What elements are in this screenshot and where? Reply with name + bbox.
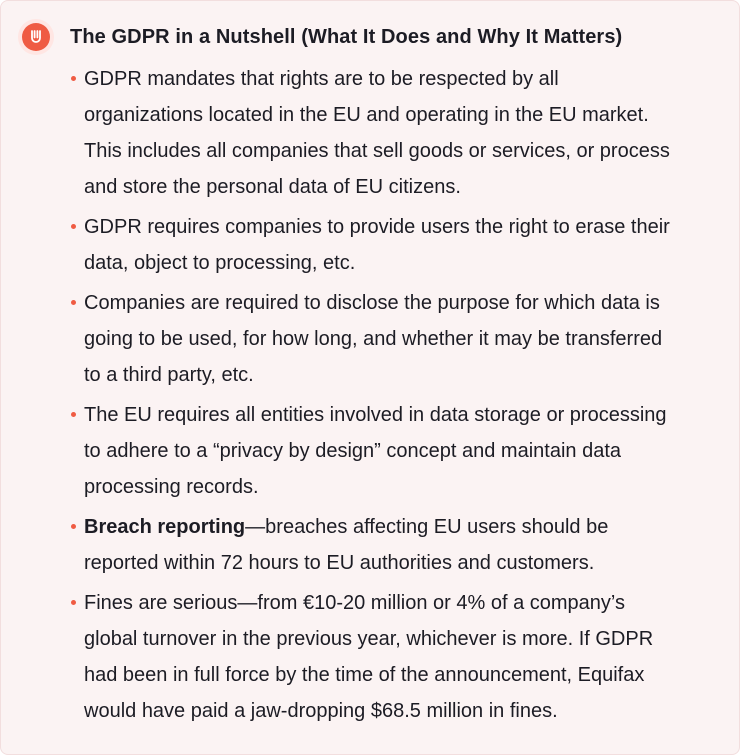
item-text: Companies are required to disclose the purpose for which data is going to be used, for how long, and whether it may be transferred to a third party, etc. (84, 292, 663, 386)
list-item (71, 209, 681, 281)
bullet-icon (71, 76, 76, 81)
item-text: GDPR requires companies to provide users the right to erase their data, object to processing, etc. (84, 216, 670, 274)
item-lead: Breach reporting (84, 516, 246, 538)
logo-icon (18, 19, 54, 55)
item-text: GDPR mandates that rights are to be respected by all organizations located in the EU and operating in the EU market. This includes all companies that sell goods or services, or process and store the personal data of EU citizens. (84, 68, 670, 198)
bullet-icon (71, 224, 76, 229)
list-item (71, 61, 681, 205)
bullet-icon (71, 300, 76, 305)
bullet-icon (71, 600, 76, 605)
points-list (71, 61, 681, 733)
bullet-icon (71, 524, 76, 529)
list-item (71, 397, 681, 505)
list-item (71, 585, 681, 729)
shield-hand-logo-icon (22, 23, 50, 51)
bullet-icon (71, 412, 76, 417)
item-text: —breaches affecting EU users should be reported within 72 hours to EU authorities and customers. (84, 516, 609, 574)
list-item (71, 509, 681, 581)
list-item (71, 285, 681, 393)
item-text: Fines are serious—from €10-20 million or 4% of a company’s global turnover in the previous year, whichever is more. If GDPR had been in full force by the time of the announcement, Equifax would have paid a jaw-dropping $68.5 million in fines. (84, 592, 654, 722)
card-title: The GDPR in a Nutshell (What It Does and Why It Matters) (70, 25, 623, 48)
item-text: The EU requires all entities involved in data storage or processing to adhere to a “privacy by design” concept and maintain data processing records. (84, 404, 667, 498)
card-header (18, 19, 622, 55)
